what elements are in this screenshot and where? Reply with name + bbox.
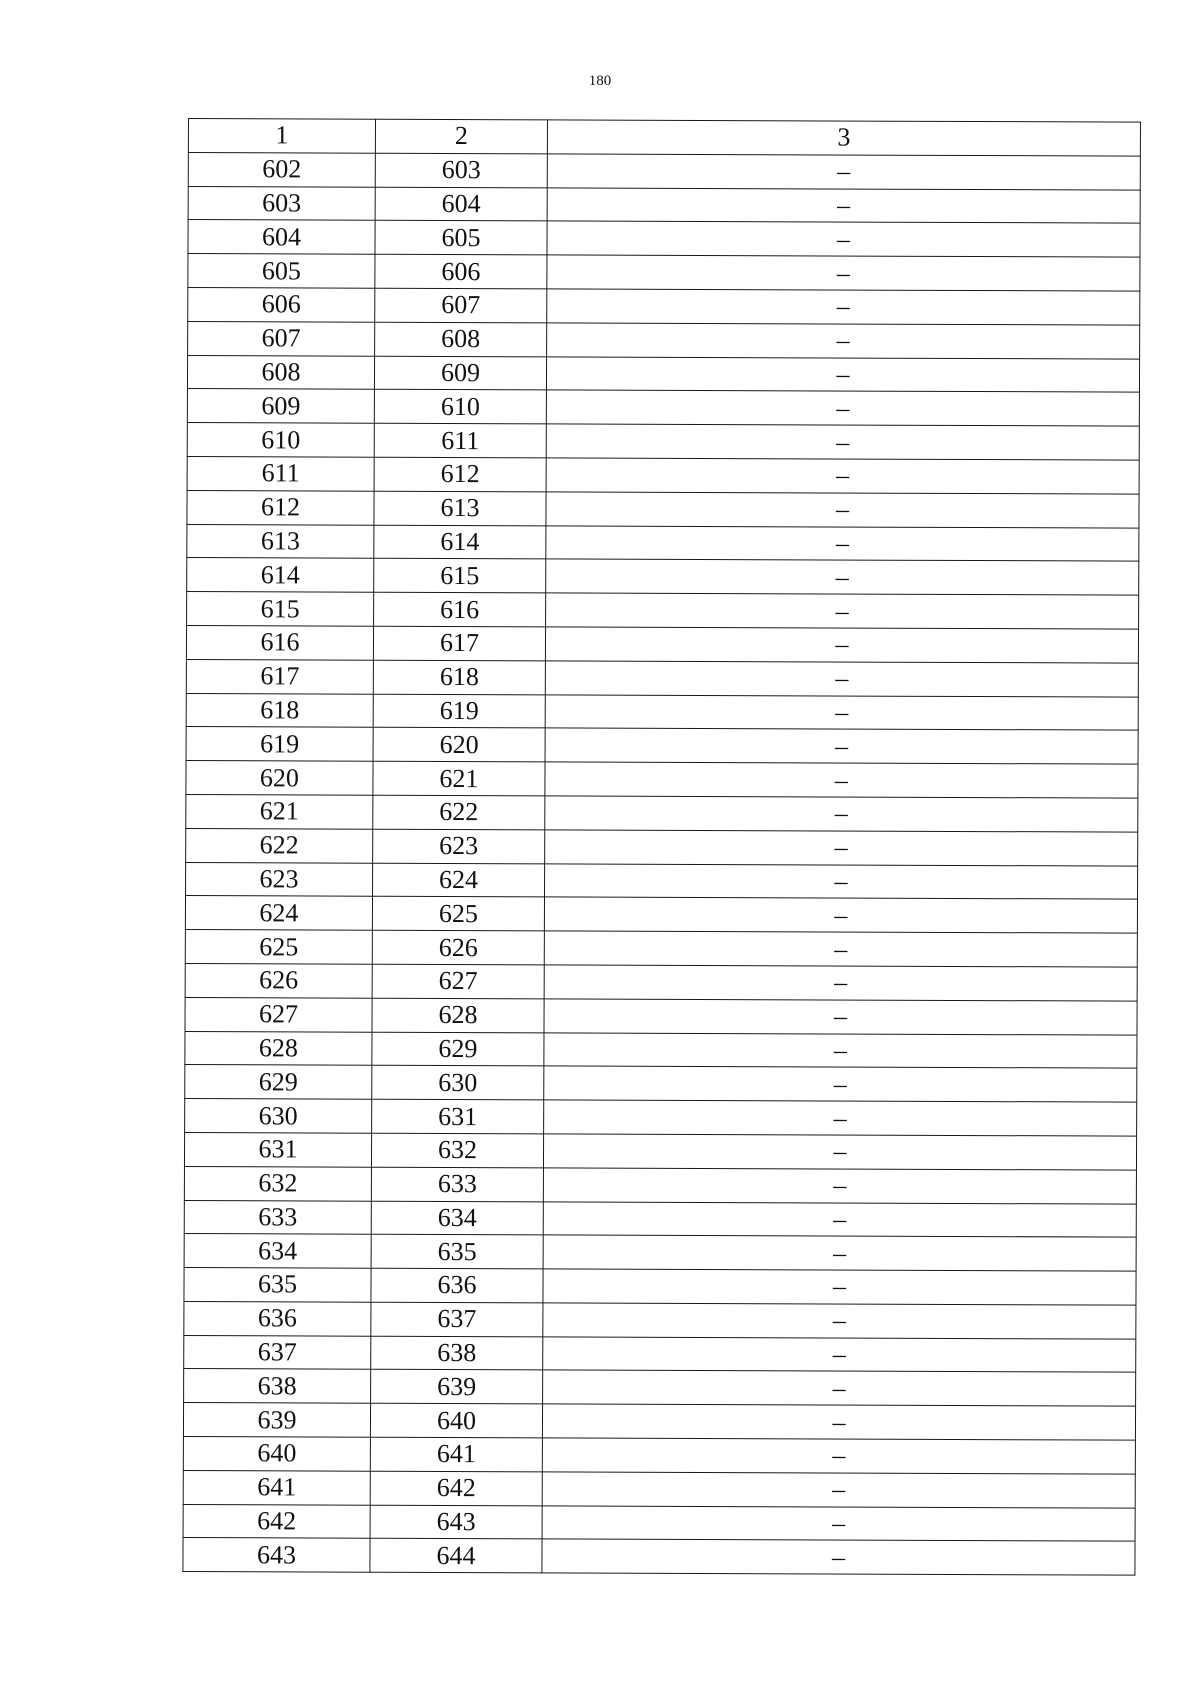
table-cell-col-1: 628 [185,1031,372,1066]
table-cell-col-2: 623 [373,829,545,863]
table-cell-col-3: – [543,1134,1136,1170]
table-cell-col-2: 608 [375,322,547,356]
table-cell-col-1: 605 [188,254,375,289]
table-cell-col-3: – [545,863,1138,899]
table-cell-col-2: 611 [374,423,546,457]
table-cell-col-2: 603 [375,153,547,187]
table-cell-col-1: 610 [187,423,374,458]
table-row [185,896,1137,933]
table-cell-col-2: 635 [371,1235,543,1269]
table-row [186,761,1138,798]
table-cell-col-3: – [542,1472,1135,1508]
table-cell-col-2: 619 [373,694,545,728]
page-number: 180 [588,73,612,89]
table-cell-col-3: – [546,525,1139,561]
table-cell-col-2: 629 [372,1032,544,1066]
table-row [187,490,1139,527]
table-row [187,389,1139,426]
table-row [183,1403,1135,1440]
table-cell-col-3: – [543,1370,1136,1406]
table-cell-col-1: 604 [188,220,375,255]
table-cell-col-1: 608 [187,355,374,390]
table-cell-col-2: 609 [374,356,546,390]
table-cell-col-2: 624 [373,863,545,897]
table-row [188,254,1140,291]
table-cell-col-2: 637 [371,1302,543,1336]
table-row [186,727,1138,764]
table-cell-col-2: 643 [370,1505,542,1539]
table-cell-col-1: 602 [188,152,375,187]
table-cell-col-3: – [547,323,1140,359]
table-cell-col-2: 631 [372,1099,544,1133]
table-cell-col-1: 624 [185,896,372,931]
header-cell-col-1: 1 [188,119,375,154]
table-row [188,152,1140,189]
table-cell-col-3: – [546,424,1139,460]
table-row [183,1470,1135,1507]
table-row [185,930,1137,967]
table-cell-col-1: 617 [186,659,373,694]
table-cell-col-3: – [547,154,1140,190]
table-cell-col-2: 613 [374,491,546,525]
table-cell-col-1: 636 [184,1301,371,1336]
table-cell-col-1: 633 [184,1200,371,1235]
table-row [183,1538,1135,1575]
table-row [184,1200,1136,1237]
table-cell-col-2: 612 [374,457,546,491]
table-row [184,1234,1136,1271]
table-row [186,625,1138,662]
table-cell-col-1: 611 [187,456,374,491]
table-cell-col-3: – [547,289,1140,325]
table-cell-col-1: 621 [186,794,373,829]
table-row [183,1437,1135,1474]
table-cell-col-3: – [546,559,1139,595]
table-cell-col-2: 606 [375,254,547,288]
table-cell-col-2: 604 [375,187,547,221]
table-cell-col-1: 616 [186,625,373,660]
table-row [186,659,1138,696]
table-row [184,1166,1136,1203]
table-cell-col-2: 615 [374,559,546,593]
table-cell-col-3: – [546,593,1139,629]
table-cell-col-1: 629 [185,1065,372,1100]
table-cell-col-3: – [543,1201,1136,1237]
table-row [187,355,1139,392]
table-row [185,1099,1137,1136]
table-cell-col-2: 622 [373,795,545,829]
table-cell-col-3: – [547,255,1140,291]
table-cell-col-3: – [545,728,1138,764]
table-cell-col-2: 626 [372,930,544,964]
table-cell-col-2: 617 [373,626,545,660]
header-cell-col-2: 2 [375,119,547,153]
table-cell-col-2: 636 [371,1268,543,1302]
table-row [184,1132,1136,1169]
table-cell-col-1: 631 [184,1132,371,1167]
table-cell-col-3: – [544,1100,1137,1136]
table-cell-col-3: – [543,1303,1136,1339]
table-cell-col-2: 642 [370,1471,542,1505]
table-row [186,794,1138,831]
table-cell-col-1: 638 [184,1369,371,1404]
table-cell-col-3: – [546,356,1139,392]
table-row [188,321,1140,358]
table-cell-col-3: – [545,830,1138,866]
table-row [185,997,1137,1034]
table-row [185,963,1137,1000]
table-cell-col-3: – [545,627,1138,663]
table-cell-col-1: 623 [186,862,373,897]
table-header-row [188,119,1140,156]
table-row [186,828,1138,865]
table-cell-col-3: – [545,694,1138,730]
table-cell-col-1: 614 [187,558,374,593]
table-cell-col-3: – [546,492,1139,528]
table-cell-col-3: – [547,187,1140,223]
table-cell-col-3: – [543,1337,1136,1373]
table-cell-col-1: 606 [188,287,375,322]
table-cell-col-1: 622 [186,828,373,863]
table-row [184,1301,1136,1338]
table-cell-col-3: – [544,931,1137,967]
table-cell-col-1: 619 [186,727,373,762]
table-row [188,287,1140,324]
table-cell-col-2: 627 [372,964,544,998]
table-cell-col-1: 613 [187,524,374,559]
table-cell-col-1: 630 [185,1099,372,1134]
table-cell-col-3: – [543,1168,1136,1204]
table-cell-col-1: 634 [184,1234,371,1269]
table-cell-col-3: – [545,796,1138,832]
table-cell-col-3: – [544,965,1137,1001]
table-cell-col-3: – [542,1506,1135,1542]
table-cell-col-3: – [545,661,1138,697]
table-cell-col-2: 634 [371,1201,543,1235]
table-cell-col-1: 639 [183,1403,370,1438]
table-cell-col-1: 632 [184,1166,371,1201]
table-cell-col-1: 626 [185,963,372,998]
table-cell-col-3: – [543,1269,1136,1305]
table-cell-col-2: 605 [375,221,547,255]
table-cell-col-1: 607 [188,321,375,356]
table-cell-col-1: 615 [187,592,374,627]
table-row [184,1369,1136,1406]
data-table [182,118,1141,1576]
table-row [185,1031,1137,1068]
table-row [185,1065,1137,1102]
table-cell-col-2: 620 [373,728,545,762]
table-cell-col-1: 612 [187,490,374,525]
table-cell-col-2: 614 [374,525,546,559]
table-cell-col-3: – [544,1032,1137,1068]
table-cell-col-2: 607 [375,288,547,322]
table-cell-col-2: 621 [373,761,545,795]
table-row [187,558,1139,595]
table-cell-col-1: 641 [183,1470,370,1505]
table-cell-col-1: 618 [186,693,373,728]
table-row [187,456,1139,493]
table-cell-col-1: 643 [183,1538,370,1573]
table-cell-col-3: – [542,1438,1135,1474]
table-cell-col-2: 628 [372,998,544,1032]
table-cell-col-1: 609 [187,389,374,424]
table-cell-col-2: 618 [373,660,545,694]
table-cell-col-2: 633 [371,1167,543,1201]
table-row [183,1504,1135,1541]
table-cell-col-1: 635 [184,1268,371,1303]
table-cell-col-2: 616 [374,592,546,626]
table-cell-col-3: – [546,390,1139,426]
table-cell-col-2: 640 [370,1403,542,1437]
table-row [186,693,1138,730]
table-row [184,1335,1136,1372]
table-cell-col-3: – [545,762,1138,798]
table-cell-col-2: 638 [371,1336,543,1370]
table-cell-col-2: 625 [372,897,544,931]
table-cell-col-2: 632 [371,1133,543,1167]
table-cell-col-3: – [544,999,1137,1035]
table-cell-col-3: – [547,221,1140,257]
table-cell-col-2: 644 [370,1539,542,1573]
table-cell-col-1: 637 [184,1335,371,1370]
table-row [186,862,1138,899]
table-cell-col-3: – [542,1404,1135,1440]
table-cell-col-3: – [544,897,1137,933]
table-row [188,186,1140,223]
table-cell-col-3: – [546,458,1139,494]
table-cell-col-2: 639 [371,1370,543,1404]
table-cell-col-2: 641 [370,1437,542,1471]
table-row [188,220,1140,257]
table-row [187,592,1139,629]
table-row [187,524,1139,561]
table-cell-col-1: 625 [185,930,372,965]
table-row [187,423,1139,460]
table-cell-col-1: 603 [188,186,375,221]
table-cell-col-3: – [542,1539,1135,1575]
table-cell-col-1: 642 [183,1504,370,1539]
table-cell-col-2: 610 [374,390,546,424]
table-body [183,119,1141,1576]
table-cell-col-3: – [543,1235,1136,1271]
table-cell-col-1: 620 [186,761,373,796]
table-cell-col-3: – [544,1066,1137,1102]
header-cell-col-3: 3 [547,120,1140,156]
table-cell-col-1: 640 [183,1437,370,1472]
table-cell-col-2: 630 [372,1066,544,1100]
table-row [184,1268,1136,1305]
table-cell-col-1: 627 [185,997,372,1032]
